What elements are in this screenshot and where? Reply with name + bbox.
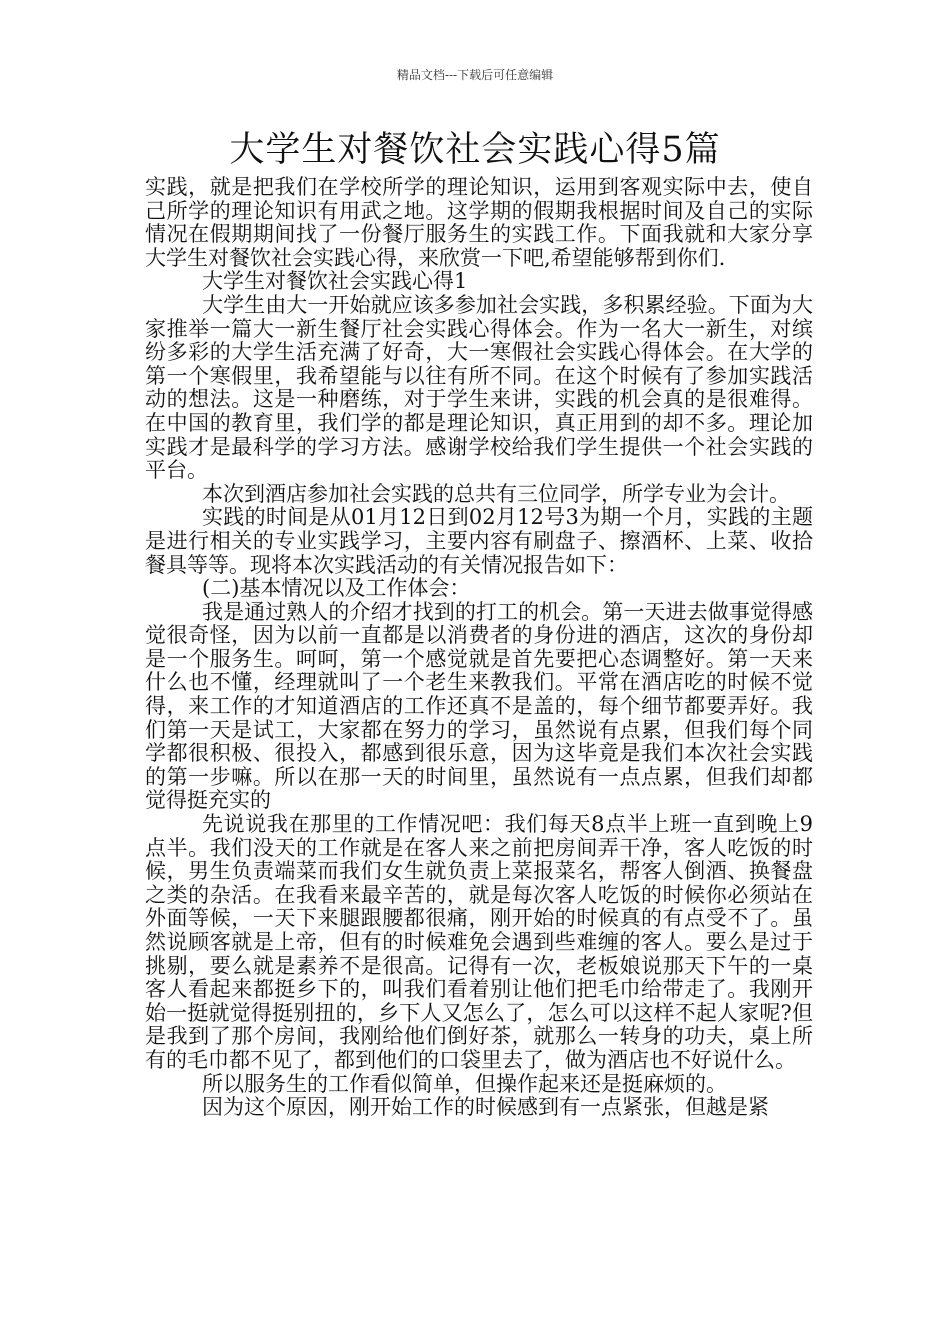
paragraph: 因为这个原因，刚开始工作的时候感到有一点紧张，但越是紧	[202, 1095, 769, 1120]
paragraph: 实践，就是把我们在学校所学的理论知识，运用到客观实际中去，使自己所学的理论知识有用武之地。这学期的假期我根据时间及自己的实际情况在假期期间找了一份餐厅服务生的实践工作。下面我就和大家分享大学生对餐饮社会实践心得，来欣赏一下吧,希望能够帮到你们.	[145, 175, 813, 270]
paragraph: 所以服务生的工作看似简单，但操作起来还是挺麻烦的。	[202, 1071, 727, 1096]
page-header-note: 精品文档---下载后可任意编辑	[396, 68, 554, 82]
paragraph: 大学生由大一开始就应该多参加社会实践，多积累经验。下面为大家推举一篇大一新生餐厅社会实践心得体会。作为一名大一新生，对缤纷多彩的大学生活充满了好奇，大一寒假社会实践心得体会。在大学的第一个寒假里，我希望能与以往有所不同。在这个时候有了参加实践活动的想法。这是一种磨练，对于学生来讲，实践的机会真的是很难得。在中国的教育里，我们学的都是理论知识，真正用到的却不多。理论加实践才是最科学的学习方法。感谢学校给我们学生提供一个社会实践的平台。	[145, 292, 813, 483]
section-heading: (二)基本情况以及工作体会：	[202, 576, 471, 601]
paragraph: 先说说我在那里的工作情况吧：我们每天8点半上班一直到晚上9点半。我们没天的工作就是在客人来之前把房间弄干净，客人吃饭的时候，男生负责端菜而我们女生就负责上菜报菜名，帮客人倒酒、换餐盘之类的杂活。在我看来最辛苦的，就是每次客人吃饭的时候你必须站在外面等候，一天下来腿跟腰都很痛，刚开始的时候真的有点受不了。虽然说顾客就是上帝，但有的时候难免会遇到些难缠的客人。要么是过于挑剔，要么就是素养不是很高。记得有一次，老板娘说那天下午的一桌客人看起来都挺乡下的，叫我们看着别让他们把毛巾给带走了。我刚开始一挺就觉得挺别扭的，乡下人又怎么了，怎么可以这样不起人家呢?但是我到了那个房间，我刚给他们倒好茶，就那么一转身的功夫，桌上所有的毛巾都不见了，都到他们的口袋里去了，做为酒店也不好说什么。	[145, 812, 813, 1072]
document-body	[145, 176, 813, 1120]
paragraph: 实践的时间是从01月12日到02月12号3为期一个月，实践的主题是进行相关的专业实践学习，主要内容有刷盘子、擦酒杯、上菜、收拾餐具等等。现将本次实践活动的有关情况报告如下：	[145, 505, 813, 577]
paragraph: 本次到酒店参加社会实践的总共有三位同学，所学专业为会计。	[202, 481, 790, 506]
section-heading: 大学生对餐饮社会实践心得1	[202, 269, 468, 294]
paragraph: 我是通过熟人的介绍才找到的打工的机会。第一天进去做事觉得感觉很奇怪，因为以前一直都是以消费者的身份进的酒店，这次的身份却是一个服务生。呵呵，第一个感觉就是首先要把心态调整好。第一天来什么也不懂，经理就叫了一个老生来教我们。平常在酒店吃的时候不觉得，来工作的才知道酒店的工作还真不是盖的，每个细节都要弄好。我们第一天是试工，大家都在努力的学习，虽然说有点累，但我们每个同学都很积极、很投入，都感到很乐意，因为这毕竟是我们本次社会实践的第一步嘛。所以在那一天的时间里，虽然说有一点点累，但我们却都觉得挺充实的	[145, 599, 813, 813]
document-title: 大学生对餐饮社会实践心得5篇	[229, 130, 721, 170]
